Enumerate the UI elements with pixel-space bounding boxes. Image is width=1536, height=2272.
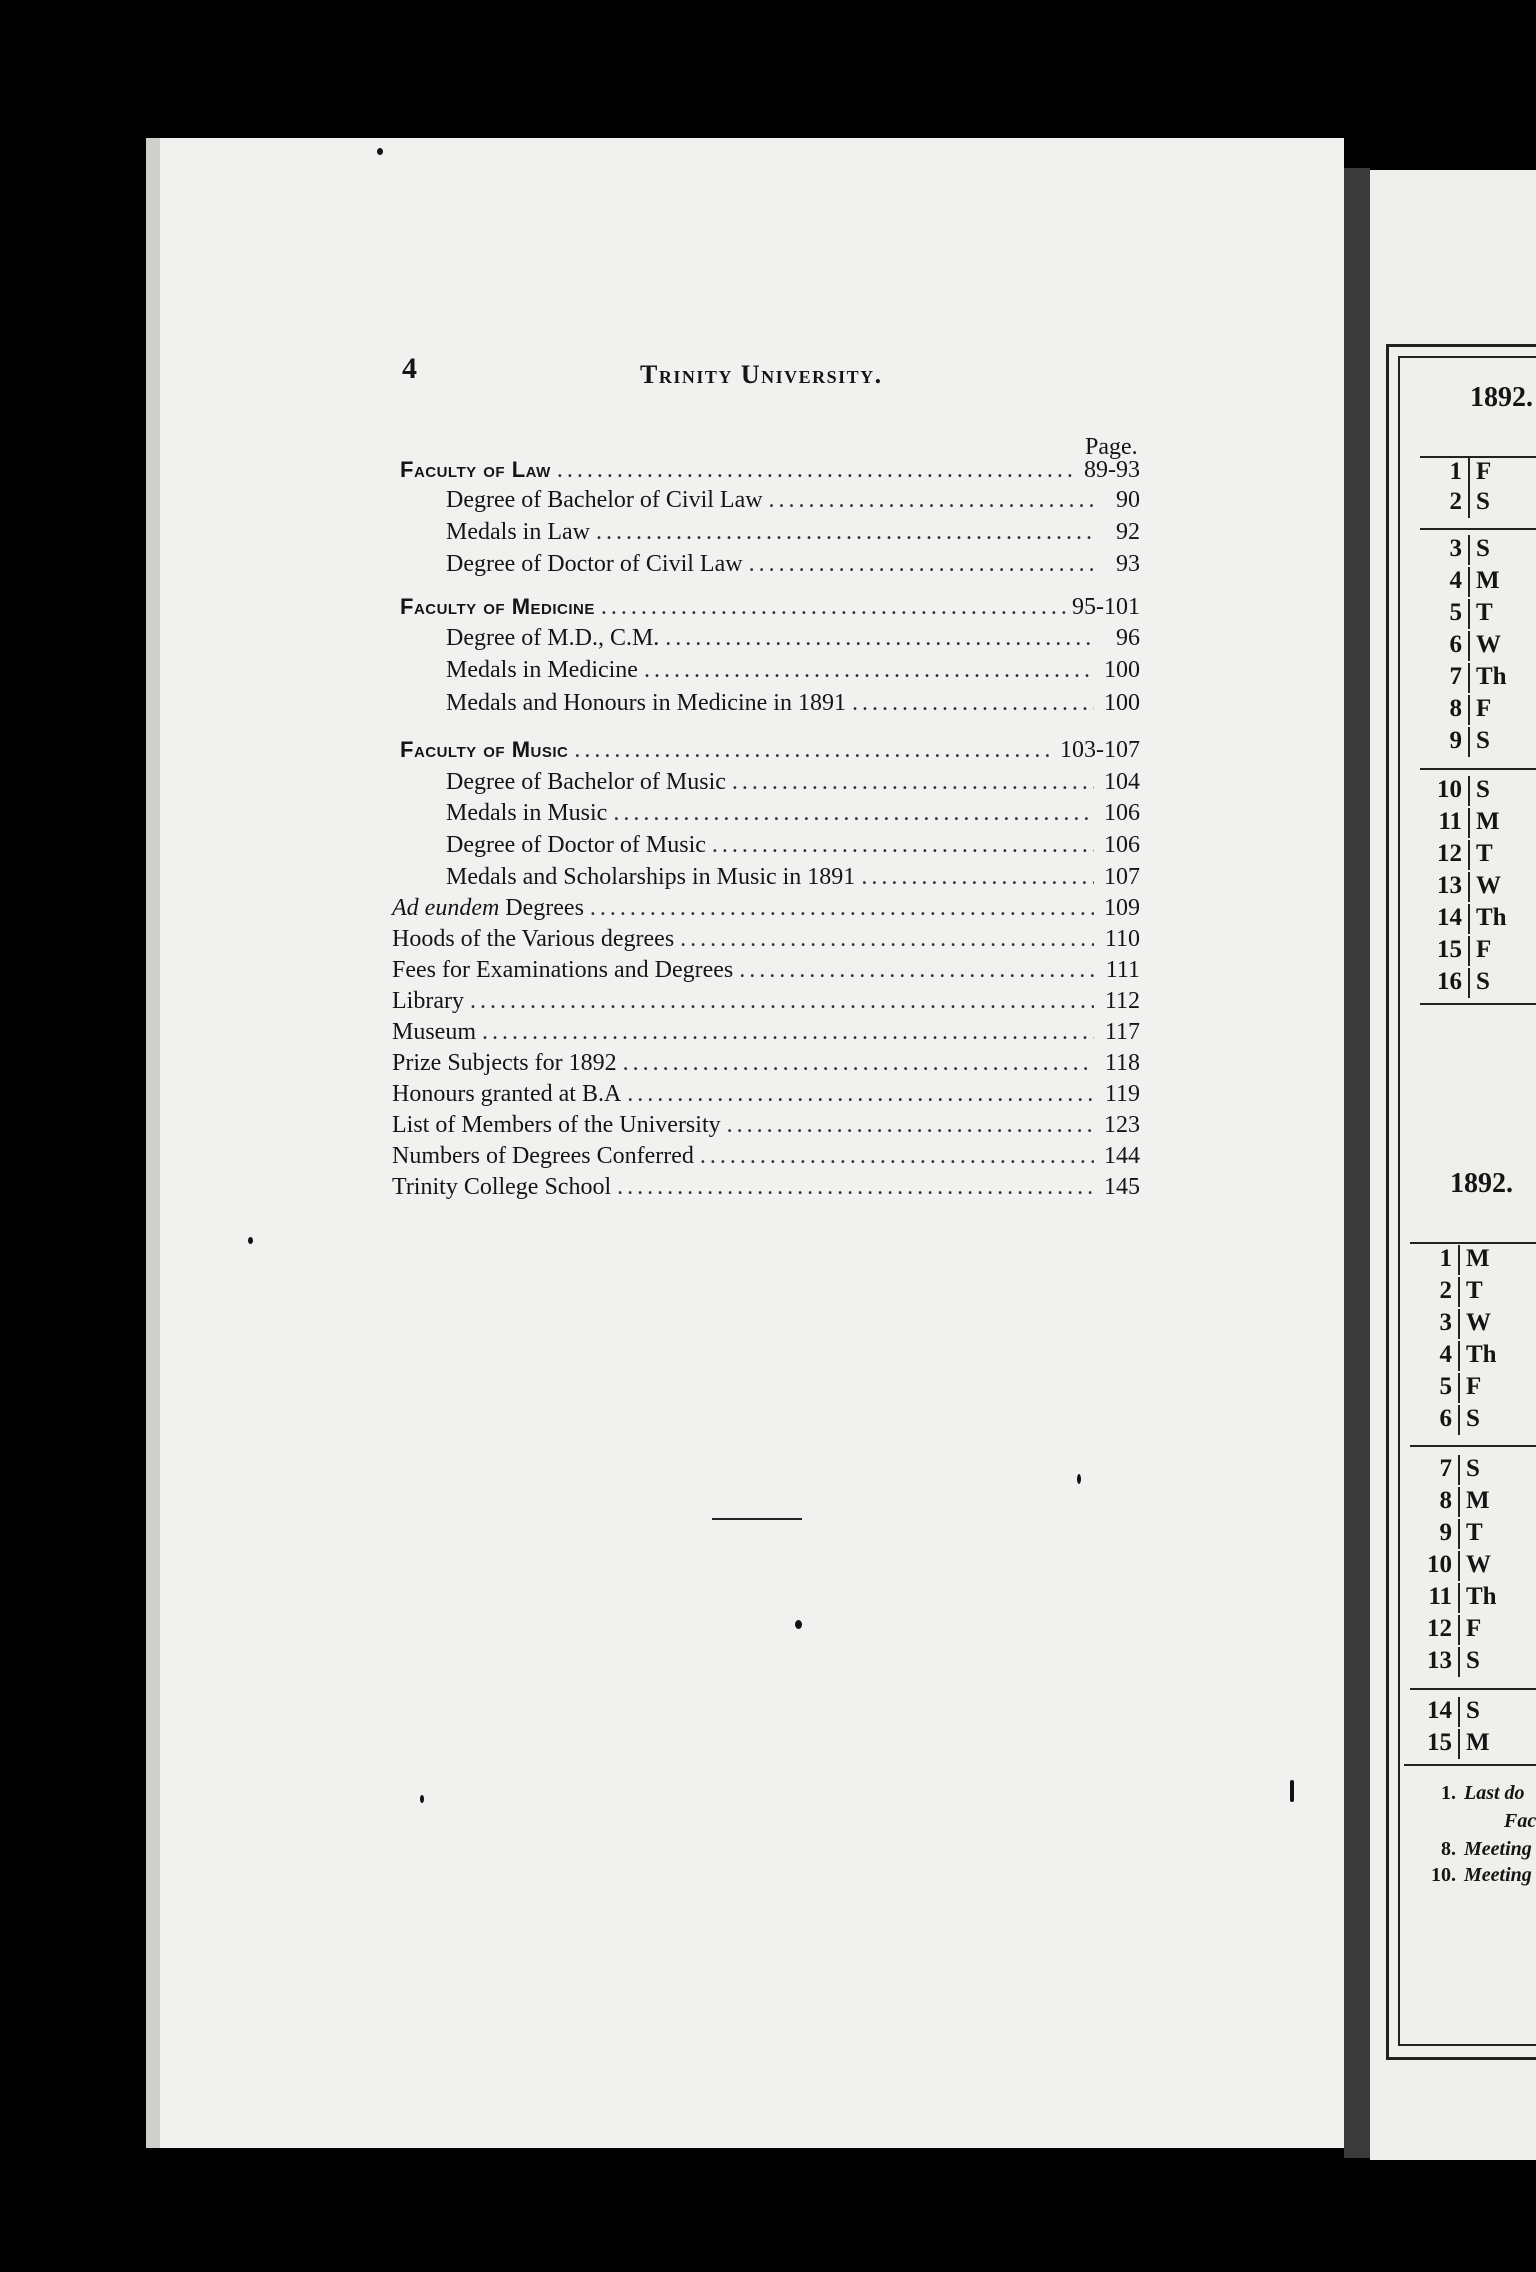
toc-entry-title: Degree of Doctor of Music <box>446 832 706 858</box>
scan-speck <box>420 1795 424 1803</box>
toc-leader-dots <box>627 1081 1094 1108</box>
calendar-weekday: W <box>1466 1551 1491 1578</box>
toc-entry-page: 118 <box>1104 1050 1140 1076</box>
calendar-day-number: 13 <box>1420 872 1470 902</box>
calendar-note <box>1410 1864 1532 1887</box>
calendar-weekday: W <box>1476 872 1501 899</box>
calendar-day-number: 16 <box>1420 968 1470 998</box>
toc-entry <box>392 1143 1140 1175</box>
calendar-day-number: 2 <box>1420 488 1470 518</box>
calendar-weekday: M <box>1466 1245 1490 1272</box>
calendar-day-number: 1 <box>1420 458 1470 488</box>
calendar-row <box>1410 1697 1480 1727</box>
calendar-row <box>1420 727 1490 757</box>
toc-leader-dots <box>574 737 1054 764</box>
toc-entry <box>392 1081 1140 1113</box>
toc-entry-title: Degree of Bachelor of Music <box>446 769 726 795</box>
calendar-note-number: 10. <box>1431 1864 1456 1886</box>
toc-entry-page: 106 <box>1104 832 1140 858</box>
calendar-rule <box>1410 1688 1536 1690</box>
toc-entry <box>392 1112 1140 1144</box>
calendar-day-number: 14 <box>1410 1697 1460 1727</box>
calendar-day-number: 4 <box>1410 1341 1460 1371</box>
toc-entry-title: Degree of Doctor of Civil Law <box>446 551 743 577</box>
calendar-year: 1892. <box>1450 1168 1513 1199</box>
calendar-weekday: S <box>1466 1647 1480 1674</box>
calendar-row <box>1410 1729 1490 1759</box>
calendar-weekday: T <box>1476 599 1493 626</box>
toc-entry-page: 144 <box>1104 1143 1140 1169</box>
toc-entry-title: Degree of Bachelor of Civil Law <box>446 487 763 513</box>
calendar-weekday: M <box>1466 1487 1490 1514</box>
calendar-row <box>1420 776 1490 806</box>
calendar-row <box>1410 1551 1491 1581</box>
toc-entry-title-italic: Ad eundem <box>392 895 500 921</box>
toc-entry-title: Hoods of the Various degrees <box>392 926 675 952</box>
toc-entry-title: List of Members of the University <box>392 1112 721 1138</box>
calendar-year: 1892. <box>1470 382 1533 413</box>
calendar-weekday: S <box>1476 968 1490 995</box>
toc-entry-title: Faculty of Medicine <box>400 594 595 619</box>
calendar-day-number: 14 <box>1420 904 1470 934</box>
toc-entry-title: Trinity College School <box>392 1174 612 1200</box>
calendar-weekday: S <box>1476 488 1490 515</box>
calendar-rule <box>1410 1242 1536 1244</box>
toc-entry-page: 111 <box>1105 957 1140 983</box>
calendar-row <box>1420 968 1490 998</box>
toc-leader-dots <box>680 926 1094 953</box>
toc-entry <box>392 1174 1140 1206</box>
calendar-weekday: M <box>1466 1729 1490 1756</box>
calendar-day-number: 2 <box>1410 1277 1460 1307</box>
toc-entry <box>446 657 1140 689</box>
toc-leader-dots <box>769 487 1094 514</box>
calendar-row <box>1420 567 1500 597</box>
toc-entry-page: 107 <box>1104 864 1140 890</box>
toc-leader-dots <box>732 769 1094 796</box>
calendar-row <box>1410 1615 1481 1645</box>
calendar-row <box>1410 1245 1490 1275</box>
calendar-day-number: 7 <box>1410 1455 1460 1485</box>
calendar-day-number: 3 <box>1410 1309 1460 1339</box>
calendar-row <box>1420 936 1491 966</box>
toc-entry-title: Medals in Law <box>446 519 590 545</box>
calendar-day-number: 8 <box>1420 695 1470 725</box>
calendar-day-number: 15 <box>1410 1729 1460 1759</box>
toc-entry <box>392 1050 1140 1082</box>
calendar-day-number: 11 <box>1420 808 1470 838</box>
calendar-day-number: 8 <box>1410 1487 1460 1517</box>
calendar-note-number: 1. <box>1441 1782 1456 1804</box>
toc-entry <box>446 519 1140 551</box>
toc-leader-dots <box>617 1174 1094 1201</box>
toc-entry-title: Degree of M.D., C.M. <box>446 625 660 651</box>
toc-entry-title: Honours granted at B.A <box>392 1081 622 1107</box>
calendar-day-number: 1 <box>1410 1245 1460 1275</box>
toc-leader-dots <box>482 1019 1094 1046</box>
calendar-weekday: F <box>1466 1373 1482 1400</box>
book-gutter <box>1344 168 1370 2158</box>
calendar-row <box>1420 631 1501 661</box>
calendar-day-number: 12 <box>1410 1615 1460 1645</box>
calendar-row <box>1410 1405 1480 1435</box>
toc-entry <box>446 800 1140 832</box>
scan-speck <box>1290 1780 1294 1802</box>
toc-entry-page: 92 <box>1116 519 1140 545</box>
calendar-weekday: T <box>1476 840 1493 867</box>
calendar-weekday: Th <box>1466 1583 1497 1610</box>
calendar-weekday: Th <box>1466 1341 1497 1368</box>
toc-entry-page: 100 <box>1104 657 1140 683</box>
calendar-day-number: 6 <box>1410 1405 1460 1435</box>
toc-entry <box>392 926 1140 958</box>
toc-entry-title: Medals in Medicine <box>446 657 638 683</box>
calendar-row <box>1420 695 1491 725</box>
calendar-weekday: W <box>1476 631 1501 658</box>
calendar-rule <box>1420 768 1536 770</box>
toc-entry <box>392 988 1140 1020</box>
calendar-weekday: S <box>1476 535 1490 562</box>
calendar-day-number: 10 <box>1420 776 1470 806</box>
scan-speck <box>795 1620 802 1629</box>
toc-entry-page: 145 <box>1104 1174 1140 1200</box>
calendar-weekday: S <box>1476 776 1490 803</box>
toc-entry-title <box>392 895 584 922</box>
toc-entry-page: 123 <box>1104 1112 1140 1138</box>
toc-entry <box>392 895 1140 927</box>
calendar-row <box>1420 488 1490 518</box>
toc-leader-dots <box>596 519 1094 546</box>
toc-leader-dots <box>749 551 1094 578</box>
calendar-row <box>1410 1373 1481 1403</box>
calendar-weekday: W <box>1466 1309 1491 1336</box>
toc-leader-dots <box>852 690 1094 717</box>
calendar-row <box>1420 872 1501 902</box>
toc-entry-page: 89-93 <box>1084 457 1140 483</box>
toc-leader-dots <box>665 625 1094 652</box>
calendar-day-number: 12 <box>1420 840 1470 870</box>
toc-entry-page: 110 <box>1104 926 1140 952</box>
section-rule <box>712 1518 802 1520</box>
toc-entry-page: 100 <box>1104 690 1140 716</box>
toc-entry-page: 117 <box>1104 1019 1140 1045</box>
toc-entry-page: 93 <box>1116 551 1140 577</box>
calendar-note-number: 8. <box>1441 1838 1456 1860</box>
toc-entry <box>446 625 1140 657</box>
calendar-day-number: 13 <box>1410 1647 1460 1677</box>
calendar-rule <box>1420 1003 1536 1005</box>
calendar-day-number: 7 <box>1420 663 1470 693</box>
toc-leader-dots <box>613 800 1094 827</box>
toc-leader-dots <box>712 832 1094 859</box>
toc-entry-title: Prize Subjects for 1892 <box>392 1050 617 1076</box>
calendar-day-number: 4 <box>1420 567 1470 597</box>
calendar-row <box>1410 1647 1480 1677</box>
toc-entry-page: 90 <box>1116 487 1140 513</box>
toc-entry-page: 103-107 <box>1060 737 1140 763</box>
toc-entry-title: Medals and Scholarships in Music in 1891 <box>446 864 856 890</box>
toc-entry-title: Library <box>392 988 464 1014</box>
calendar-row <box>1420 808 1500 838</box>
toc-entry-page: 106 <box>1104 800 1140 826</box>
calendar-weekday: S <box>1466 1455 1480 1482</box>
toc-entry-title: Faculty of Music <box>400 737 569 762</box>
toc-entry <box>392 1019 1140 1051</box>
toc-entry-title-rest: Degrees <box>499 895 584 921</box>
toc-entry <box>400 457 1140 489</box>
calendar-row <box>1420 904 1507 934</box>
toc-entry-title: Fees for Examinations and Degrees <box>392 957 734 983</box>
toc-leader-dots <box>470 988 1094 1015</box>
calendar-row <box>1420 535 1490 565</box>
calendar-row <box>1410 1583 1497 1613</box>
toc-leader-dots <box>590 895 1094 922</box>
toc-entry <box>392 957 1140 989</box>
calendar-weekday: S <box>1466 1697 1480 1724</box>
toc-leader-dots <box>623 1050 1094 1077</box>
calendar-day-number: 5 <box>1420 599 1470 629</box>
toc-leader-dots <box>700 1143 1094 1170</box>
calendar-note <box>1410 1838 1532 1861</box>
toc-entry-title: Faculty of Law <box>400 457 551 482</box>
calendar-weekday: M <box>1476 567 1500 594</box>
toc-entry-title: Medals in Music <box>446 800 608 826</box>
toc-entry <box>446 487 1140 519</box>
calendar-day-number: 9 <box>1410 1519 1460 1549</box>
scan-speck <box>377 148 383 155</box>
scan-speck <box>248 1237 253 1244</box>
calendar-day-number: 3 <box>1420 535 1470 565</box>
toc-leader-dots <box>601 594 1066 621</box>
calendar-note-text: Last do <box>1464 1782 1525 1804</box>
calendar-row <box>1420 458 1491 488</box>
calendar-day-number: 6 <box>1420 631 1470 661</box>
calendar-row <box>1410 1341 1497 1371</box>
calendar-day-number: 10 <box>1410 1551 1460 1581</box>
calendar-weekday: F <box>1466 1615 1482 1642</box>
page-column-label: Page. <box>1085 434 1138 460</box>
calendar-weekday: M <box>1476 808 1500 835</box>
calendar-note <box>1410 1782 1525 1805</box>
toc-entry <box>446 864 1140 896</box>
calendar-weekday: Th <box>1476 663 1507 690</box>
calendar-weekday: S <box>1466 1405 1480 1432</box>
scan-speck <box>1077 1474 1081 1484</box>
calendar-row <box>1410 1519 1483 1549</box>
calendar-row <box>1410 1487 1490 1517</box>
toc-leader-dots <box>644 657 1094 684</box>
toc-leader-dots <box>557 457 1078 484</box>
toc-leader-dots <box>739 957 1094 984</box>
calendar-rule <box>1404 1764 1536 1766</box>
toc-entry <box>446 769 1140 801</box>
toc-leader-dots <box>727 1112 1094 1139</box>
calendar-day-number: 5 <box>1410 1373 1460 1403</box>
calendar-row <box>1420 599 1493 629</box>
calendar-weekday: F <box>1476 458 1492 485</box>
calendar-rule <box>1420 528 1536 530</box>
calendar-weekday: Th <box>1476 904 1507 931</box>
calendar-row <box>1420 663 1507 693</box>
page-number: 4 <box>402 352 417 385</box>
calendar-note <box>1410 1810 1536 1833</box>
running-head: Trinity University. <box>640 360 883 389</box>
calendar-weekday: T <box>1466 1277 1483 1304</box>
calendar-note-text: Fac <box>1504 1810 1536 1832</box>
toc-entry-page: 112 <box>1104 988 1140 1014</box>
calendar-row <box>1410 1309 1491 1339</box>
calendar-rule <box>1410 1445 1536 1447</box>
calendar-weekday: T <box>1466 1519 1483 1546</box>
toc-entry-page: 96 <box>1116 625 1140 651</box>
toc-entry-page: 119 <box>1104 1081 1140 1107</box>
calendar-note-text: Meeting <box>1464 1838 1532 1860</box>
calendar-note-text: Meeting <box>1464 1864 1532 1886</box>
toc-entry-page: 95-101 <box>1072 594 1140 620</box>
calendar-weekday: F <box>1476 695 1492 722</box>
toc-entry <box>446 690 1140 722</box>
calendar-day-number: 15 <box>1420 936 1470 966</box>
calendar-row <box>1420 840 1493 870</box>
toc-entry <box>400 737 1140 769</box>
calendar-day-number: 11 <box>1410 1583 1460 1613</box>
calendar-row <box>1410 1277 1483 1307</box>
calendar-weekday: F <box>1476 936 1492 963</box>
toc-leader-dots <box>861 864 1094 891</box>
calendar-row <box>1410 1455 1480 1485</box>
toc-entry <box>446 551 1140 583</box>
calendar-day-number: 9 <box>1420 727 1470 757</box>
toc-entry-title: Museum <box>392 1019 476 1045</box>
toc-entry-page: 109 <box>1104 895 1140 921</box>
toc-entry <box>400 594 1140 626</box>
toc-entry-title: Numbers of Degrees Conferred <box>392 1143 694 1169</box>
toc-entry-title: Medals and Honours in Medicine in 1891 <box>446 690 846 716</box>
calendar-weekday: S <box>1476 727 1490 754</box>
toc-entry-page: 104 <box>1104 769 1140 795</box>
toc-entry <box>446 832 1140 864</box>
